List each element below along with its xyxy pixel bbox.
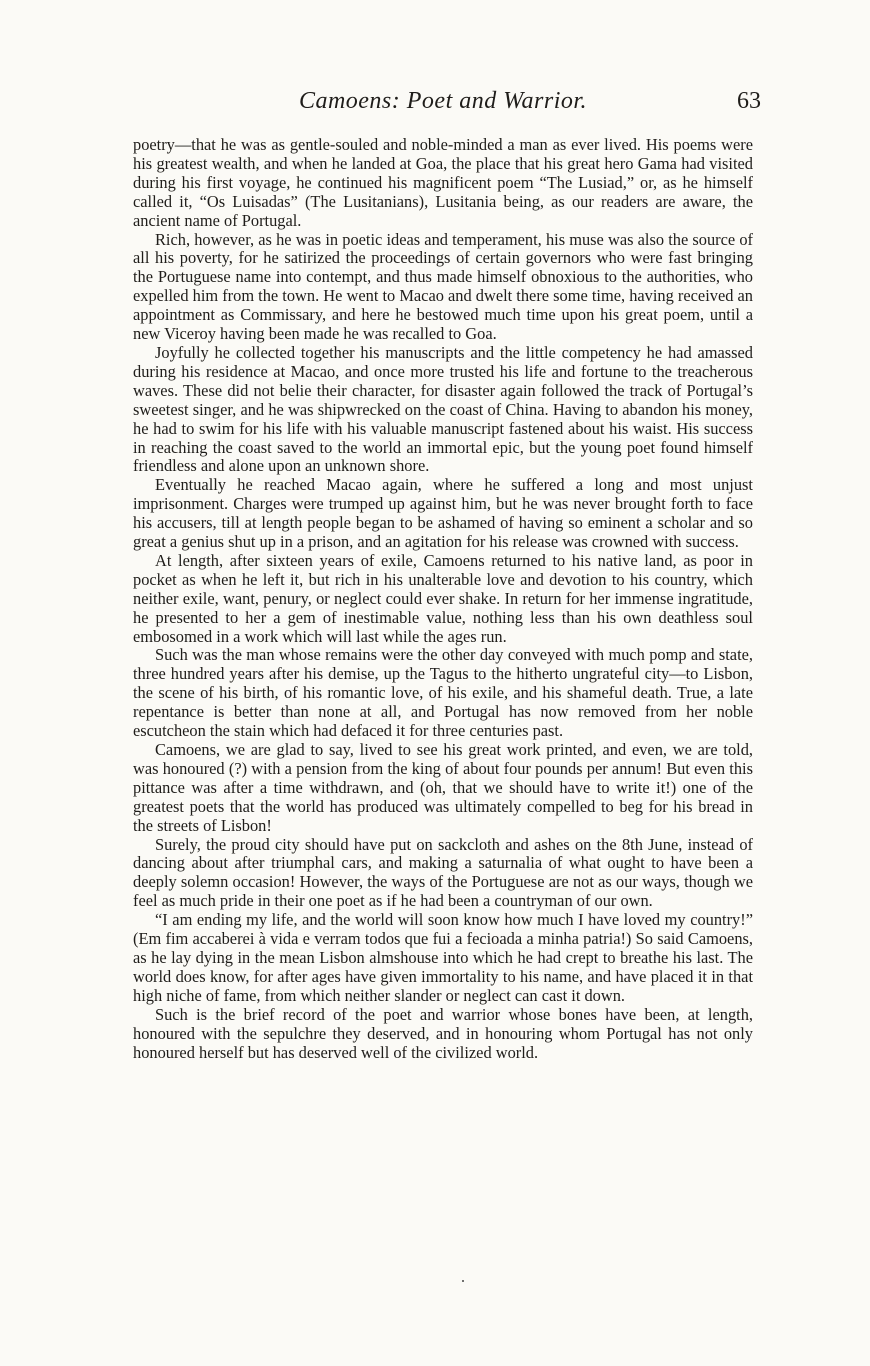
page-number: 63 [737, 88, 761, 114]
paragraph: Eventually he reached Macao again, where he suffered a long and most unjust imprisonment. Charges were trumped up against him, but he was never brought forth to face his accusers, till at length people began to be ashamed of having so eminent a scholar and so great a genius shut up in a prison, and an agitation for his release was crowned with success. [133, 475, 753, 552]
paragraph: At length, after sixteen years of exile, Camoens returned to his native land, as poor in pocket as when he left it, but rich in his unalterable love and devotion to his country, which neither exile, want, penury, or neglect could ever shake. In return for her immense ingratitude, he presented to her a gem of inestimable value, nothing less than his own deathless soul embosomed in a work which will last while the ages run. [133, 550, 753, 646]
paragraph: Surely, the proud city should have put on sackcloth and ashes on the 8th June, instead of dancing about after triumphal cars, and making a saturnalia of what ought to have been a deeply solemn occasion! However, the ways of the Portuguese are not as our ways, though we feel as much pride in their one poet as if he had been a countryman of our own. [133, 834, 753, 911]
paragraph: Such is the brief record of the poet and warrior whose bones have been, at length, honoured with the sepulchre they deserved, and in honouring whom Portugal has not only honoured herself but has deserved well of the civilized world. [133, 1004, 753, 1062]
paragraph: Rich, however, as he was in poetic ideas and temperament, his muse was also the source of all his poverty, for he satirized the proceedings of certain governors who were fast bringing the Portuguese name into contempt, and thus made himself obnoxious to the authorities, who expelled him from the town. He went to Macao and dwelt there some time, having received an appointment as Commissary, and here he bestowed much time upon his great poem, until a new Viceroy having been made he was recalled to Goa. [133, 229, 753, 344]
ink-speck [462, 1280, 464, 1282]
paragraph: Camoens, we are glad to say, lived to see his great work printed, and even, we are told, was honoured (?) with a pension from the king of about four pounds per annum! But even this pittance was after a time withdrawn, and (oh, that we should have to write it!) one of the greatest poets that the world has produced was ultimately compelled to beg for his bread in the streets of Lisbon! [133, 740, 753, 835]
paragraph: poetry—that he was as gentle-souled and noble-minded a man as ever lived. His poems were his greatest wealth, and when he landed at Goa, the place that his great hero Gama had visited during his first voyage, he continued his magnificent poem “The Lusiad,” or, as he himself called it, “Os Luisadas” (The Lusitanians), Lusitania being, as our readers are aware, the ancient name of Portugal. [133, 135, 753, 230]
paragraph: Joyfully he collected together his manuscripts and the little competency he had amassed during his residence at Macao, and once more trusted his life and fortune to the treacherous waves. These did not belie their character, for disaster again followed the track of Portugal’s sweetest singer, and he was shipwrecked on the coast of China. Having to abandon his money, he had to swim for his life with his valuable manuscript fastened about his waist. His success in reaching the coast saved to the world an immortal epic, but the young poet found himself friendless and alone upon an unknown shore. [133, 342, 753, 476]
paragraph: Such was the man whose remains were the other day conveyed with much pomp and state, three hundred years after his demise, up the Tagus to the hitherto ungrateful city—to Lisbon, the scene of his birth, of his romantic love, of his exile, and his shameful death. True, a late repentance is better than none at all, and Portugal has now removed from her noble escutcheon the stain which had defaced it for three centuries past. [133, 645, 753, 741]
body-text [133, 136, 753, 1062]
paragraph: “I am ending my life, and the world will soon know how much I have loved my country!” (Em fim accaberei à vida e verram todos que fui a fecioada a minha patria!) So said Camoens, as he lay dying in the mean Lisbon almshouse into which he had crept to breathe his last. The world does know, for after ages have given immortality to his name, and have placed it in that high niche of fame, from which neither slander or neglect can cast it down. [133, 910, 753, 1005]
running-title: Camoens: Poet and Warrior. [298, 88, 588, 114]
page-header [133, 88, 761, 120]
